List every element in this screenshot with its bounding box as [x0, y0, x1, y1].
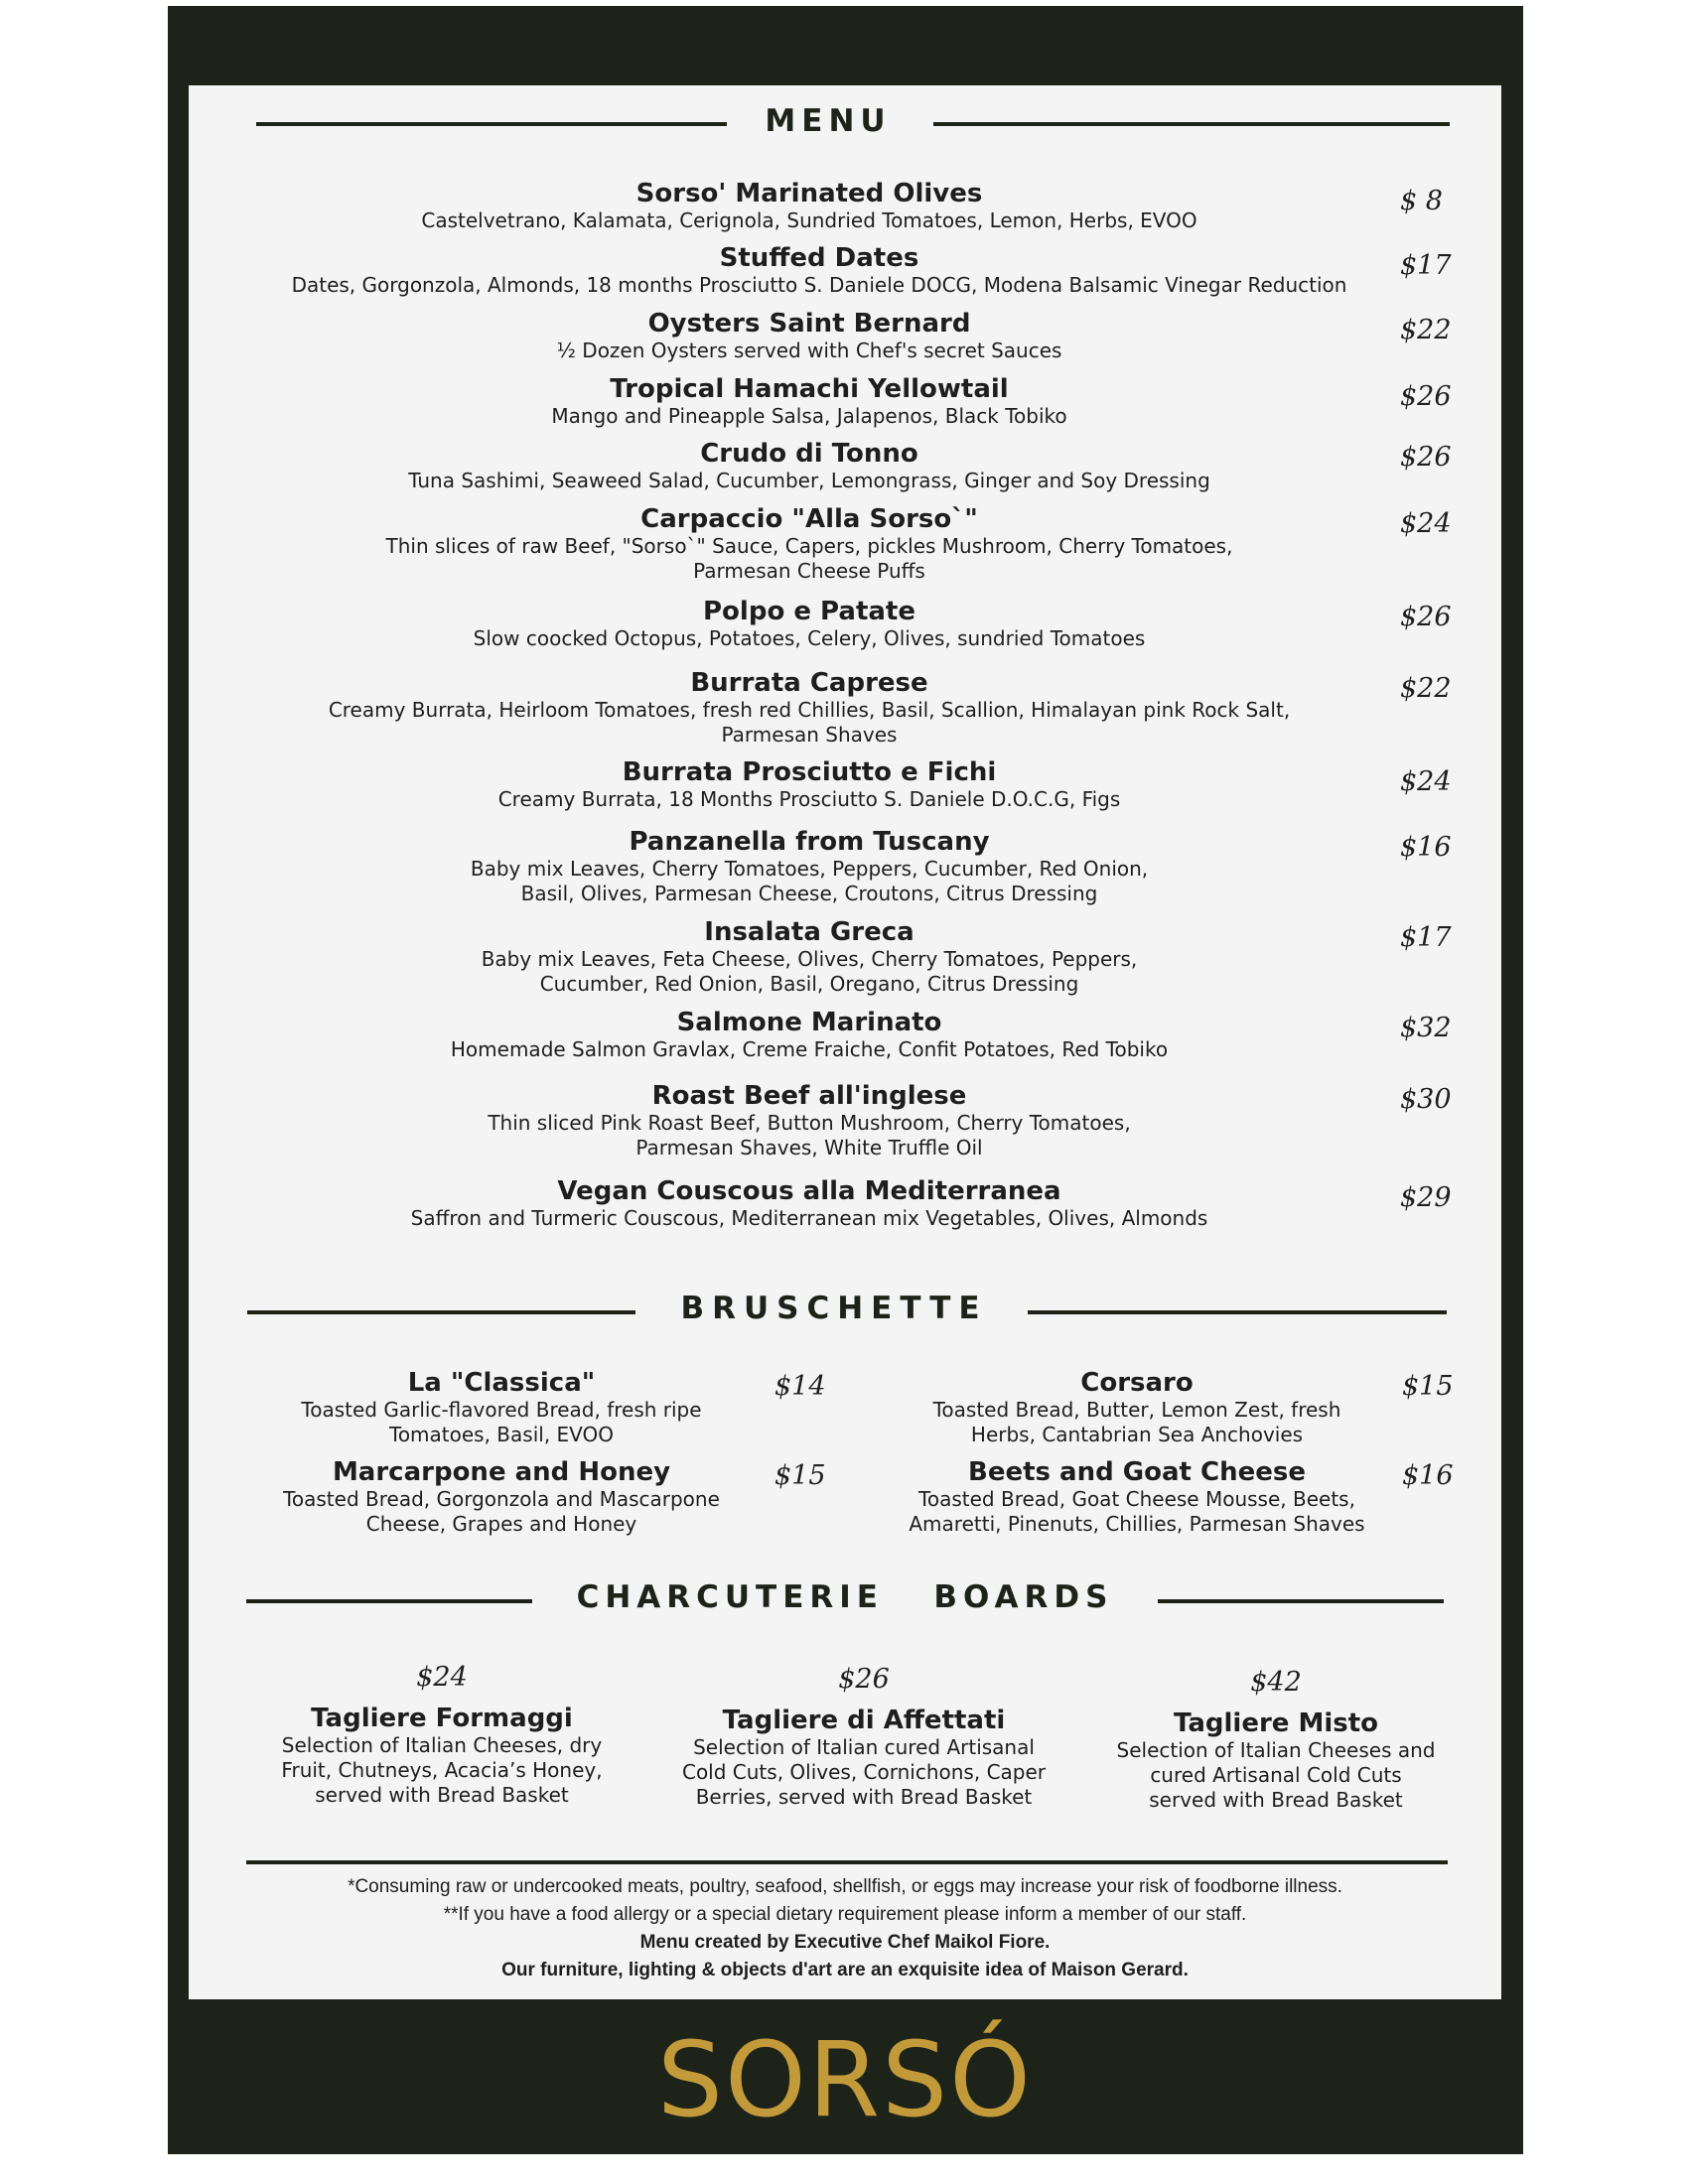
sorso-logo: SORSÓ: [656, 2019, 1033, 2140]
item-name: Marcarpone and Honey: [332, 1457, 671, 1487]
bruschetta-item: [253, 1368, 750, 1447]
bruschetta-item: [879, 1368, 1395, 1447]
item-price: $14: [774, 1371, 826, 1402]
item-name: Salmone Marinato: [676, 1008, 942, 1037]
item-desc: Castelvetrano, Kalamata, Cerignola, Sundried Tomatoes, Lemon, Herbs, EVOO: [421, 208, 1197, 232]
menu-item: [238, 917, 1380, 997]
allergy-note: **If you have a food allergy or a special dietary requirement please inform a member of our staff.: [443, 1904, 1247, 1925]
footer-notes: [189, 1873, 1501, 1984]
item-desc: Homemade Salmon Gravlax, Creme Fraiche, Confit Potatoes, Red Tobiko: [450, 1037, 1169, 1061]
item-price: $26: [1400, 381, 1452, 412]
item-price: $24: [1400, 766, 1452, 797]
item-desc: Selection of Italian Cheeses, dry Fruit, Chutneys, Acacia’s Honey, served with Bread Basket: [281, 1733, 603, 1807]
bruschetta-item: [253, 1457, 750, 1537]
bruschetta-item: [879, 1457, 1395, 1537]
item-price: $26: [838, 1664, 890, 1695]
item-desc: Tuna Sashimi, Seaweed Salad, Cucumber, Lemongrass, Ginger and Soy Dressing: [408, 469, 1210, 492]
item-price: $26: [1400, 442, 1452, 473]
menu-rule-right: [933, 122, 1450, 126]
item-name: Corsaro: [1080, 1368, 1194, 1398]
item-name: Burrata Prosciutto e Fichi: [622, 757, 997, 787]
menu-item: [238, 504, 1380, 584]
item-desc: Baby mix Leaves, Feta Cheese, Olives, Cherry Tomatoes, Peppers, Cucumber, Red Onion, Basil, Oregano, Citrus Dressing: [481, 947, 1138, 996]
item-name: Crudo di Tonno: [700, 439, 918, 469]
menu-item: [238, 179, 1380, 233]
item-name: Oysters Saint Bernard: [647, 309, 971, 339]
item-price: $17: [1400, 922, 1452, 953]
chef-credit: Menu created by Executive Chef Maikol Fiore.: [639, 1932, 1051, 1953]
item-desc: Toasted Bread, Gorgonzola and Mascarpone Cheese, Grapes and Honey: [283, 1487, 720, 1536]
item-price: $ 8: [1400, 186, 1443, 216]
item-price: $26: [1400, 602, 1452, 632]
item-desc: Slow coocked Octopus, Potatoes, Celery, Olives, sundried Tomatoes: [473, 626, 1146, 650]
board-item: [268, 1704, 616, 1808]
item-price: $30: [1400, 1084, 1452, 1115]
item-desc: Thin slices of raw Beef, "Sorso`" Sauce, Capers, pickles Mushroom, Cherry Tomatoes, Parmesan Cheese Puffs: [385, 534, 1233, 583]
board-item: [1092, 1708, 1460, 1813]
item-name: Tagliere di Affettati: [722, 1706, 1006, 1735]
menu-item: [238, 757, 1380, 812]
board-item: [655, 1706, 1072, 1810]
item-desc: Selection of Italian cured Artisanal Cold Cuts, Olives, Cornichons, Caper Berries, served with Bread Basket: [681, 1735, 1047, 1809]
item-desc: Toasted Bread, Butter, Lemon Zest, fresh Herbs, Cantabrian Sea Anchovies: [932, 1398, 1341, 1446]
bruschette-rule-left: [247, 1310, 635, 1314]
menu-item: [238, 439, 1380, 493]
menu-item: [238, 243, 1400, 298]
item-price: $24: [1400, 508, 1452, 539]
item-name: La "Classica": [407, 1368, 596, 1398]
item-name: Tagliere Misto: [1173, 1708, 1379, 1738]
item-name: Roast Beef all'inglese: [651, 1081, 967, 1111]
item-name: Carpaccio "Alla Sorso`": [640, 504, 978, 534]
item-price: $42: [1250, 1667, 1302, 1698]
foodborne-warning: *Consuming raw or undercooked meats, poultry, seafood, shellfish, or eggs may increase your risk of foodborne illness.: [348, 1876, 1342, 1897]
item-name: Beets and Goat Cheese: [968, 1457, 1306, 1487]
item-desc: Mango and Pineapple Salsa, Jalapenos, Black Tobiko: [551, 404, 1067, 428]
item-name: Tropical Hamachi Yellowtail: [610, 374, 1009, 404]
menu-item: [238, 1081, 1380, 1160]
menu-item: [238, 1176, 1380, 1231]
item-name: Polpo e Patate: [703, 597, 915, 626]
footer-rule: [246, 1860, 1448, 1864]
charcuterie-rule-left: [246, 1599, 532, 1603]
item-desc: Baby mix Leaves, Cherry Tomatoes, Peppers, Cucumber, Red Onion, Basil, Olives, Parmesan Cheese, Croutons, Citrus Dressing: [470, 857, 1149, 905]
item-price: $16: [1402, 1460, 1454, 1491]
menu-rule-left: [256, 122, 727, 126]
item-name: Vegan Couscous alla Mediterranea: [557, 1176, 1061, 1206]
item-price: $15: [1402, 1371, 1454, 1402]
item-price: $22: [1400, 315, 1452, 345]
bruschette-rule-right: [1028, 1310, 1447, 1314]
item-price: $32: [1400, 1013, 1452, 1043]
item-price: $24: [416, 1662, 468, 1693]
item-price: $17: [1400, 250, 1452, 281]
item-name: Tagliere Formaggi: [311, 1704, 573, 1733]
item-price: $16: [1400, 832, 1452, 863]
furniture-credit: Our furniture, lighting & objects d'art are an exquisite idea of Maison Gerard.: [501, 1960, 1189, 1980]
item-price: $29: [1400, 1182, 1452, 1213]
item-desc: ½ Dozen Oysters served with Chef's secret Sauces: [556, 339, 1062, 362]
item-desc: Creamy Burrata, 18 Months Prosciutto S. Daniele D.O.C.G, Figs: [497, 787, 1121, 811]
menu-item: [238, 597, 1380, 651]
item-name: Sorso' Marinated Olives: [635, 179, 983, 208]
menu-item: [238, 827, 1380, 906]
item-desc: Creamy Burrata, Heirloom Tomatoes, fresh red Chillies, Basil, Scallion, Himalayan pink Rock Salt, Parmesan Shaves: [328, 698, 1291, 747]
item-desc: Toasted Garlic-flavored Bread, fresh ripe Tomatoes, Basil, EVOO: [301, 1398, 702, 1446]
item-desc: Thin sliced Pink Roast Beef, Button Mushroom, Cherry Tomatoes, Parmesan Shaves, White Truffle Oil: [488, 1111, 1131, 1160]
item-price: $15: [774, 1460, 826, 1491]
item-desc: Toasted Bread, Goat Cheese Mousse, Beets, Amaretti, Pinenuts, Chillies, Parmesan Shaves: [909, 1487, 1365, 1536]
menu-item: [238, 309, 1380, 363]
item-name: Burrata Caprese: [690, 668, 928, 698]
menu-title: MENU: [765, 103, 892, 139]
menu-item: [238, 1008, 1380, 1062]
item-desc: Selection of Italian Cheeses and cured Artisanal Cold Cuts served with Bread Basket: [1116, 1738, 1436, 1812]
item-desc: Saffron and Turmeric Couscous, Mediterranean mix Vegetables, Olives, Almonds: [410, 1206, 1208, 1230]
charcuterie-title: CHARCUTERIE BOARDS: [576, 1579, 1114, 1615]
item-price: $22: [1400, 673, 1452, 704]
charcuterie-rule-right: [1158, 1599, 1444, 1603]
item-name: Stuffed Dates: [719, 243, 919, 273]
bruschette-title: BRUSCHETTE: [680, 1291, 988, 1326]
menu-item: [238, 374, 1380, 429]
item-name: Insalata Greca: [704, 917, 914, 947]
item-desc: Dates, Gorgonzola, Almonds, 18 months Prosciutto S. Daniele DOCG, Modena Balsamic Vinegar Reduction: [291, 273, 1347, 297]
menu-item: [238, 668, 1380, 748]
item-name: Panzanella from Tuscany: [629, 827, 990, 857]
